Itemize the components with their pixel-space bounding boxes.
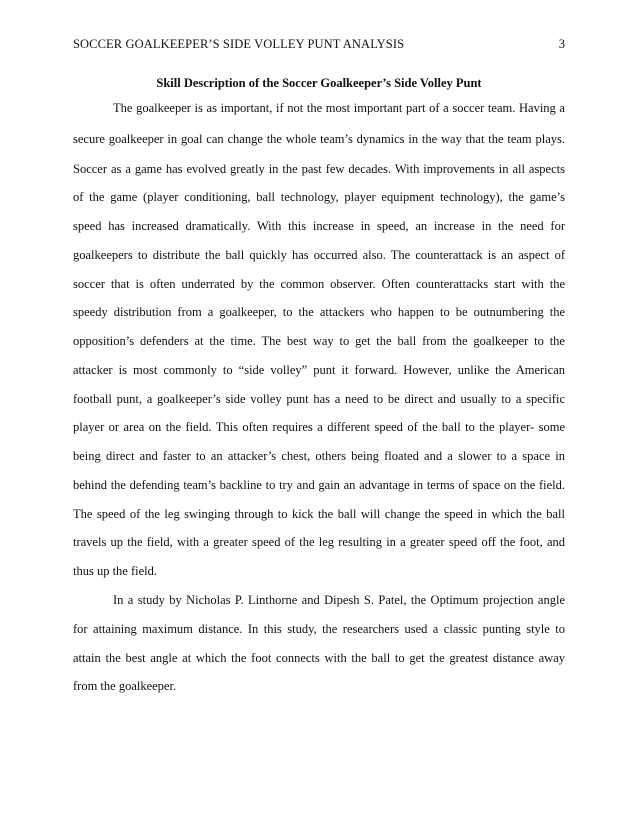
text-line: opposition’s defenders at the time. The best way to get the ball from the goalkeeper to the [73, 334, 565, 348]
text-line: In a study by Nicholas P. Linthorne and Dipesh S. Patel, the Optimum projection angle [113, 593, 565, 607]
running-head: SOCCER GOALKEEPER’S SIDE VOLLEY PUNT ANALYSIS [73, 37, 405, 51]
text-line: thus up the field. [73, 564, 158, 578]
text-line: travels up the field, with a greater speed of the leg resulting in a greater speed off the foot, and [73, 535, 565, 549]
text-line: from the goalkeeper. [73, 679, 177, 693]
text-line: speed has increased dramatically. With this increase in speed, an increase in the need for [73, 219, 565, 233]
text-line: goalkeepers to distribute the ball quickly has occurred also. The counterattack is an aspect of [73, 248, 565, 262]
text-line: speedy distribution from a goalkeeper, to the attackers who happen to be outnumbering the [73, 305, 565, 319]
text-line: attain the best angle at which the foot connects with the ball to get the greatest distance away [73, 651, 565, 665]
text-line: of the game (player conditioning, ball technology, player equipment technology), the game’s [73, 190, 565, 204]
text-line: secure goalkeeper in goal can change the whole team’s dynamics in the way that the team plays. [73, 132, 565, 146]
text-line: attacker is most commonly to “side volley” punt it forward. However, unlike the American [73, 363, 565, 377]
text-line: for attaining maximum distance. In this study, the researchers used a classic punting style to [73, 622, 565, 636]
page-number: 3 [558, 37, 565, 51]
text-line: The goalkeeper is as important, if not the most important part of a soccer team. Having a [113, 101, 565, 115]
text-line: being direct and faster to an attacker’s chest, others being floated and a slower to a space in [73, 449, 565, 463]
section-heading: Skill Description of the Soccer Goalkeeper’s Side Volley Punt [156, 76, 482, 90]
text-line: player or area on the field. This often requires a different speed of the ball to the player- some [73, 420, 565, 434]
text-line: Soccer as a game has evolved greatly in the past few decades. With improvements in all aspects [73, 162, 565, 176]
text-line: soccer that is often underrated by the common observer. Often counterattacks start with the [73, 277, 565, 291]
text-line: The speed of the leg swinging through to kick the ball will change the speed in which the ball [73, 507, 565, 521]
text-line: football punt, a goalkeeper’s side volley punt has a need to be direct and usually to a specific [73, 392, 565, 406]
text-line: behind the defending team’s backline to try and gain an advantage in terms of space on the field. [73, 478, 565, 492]
